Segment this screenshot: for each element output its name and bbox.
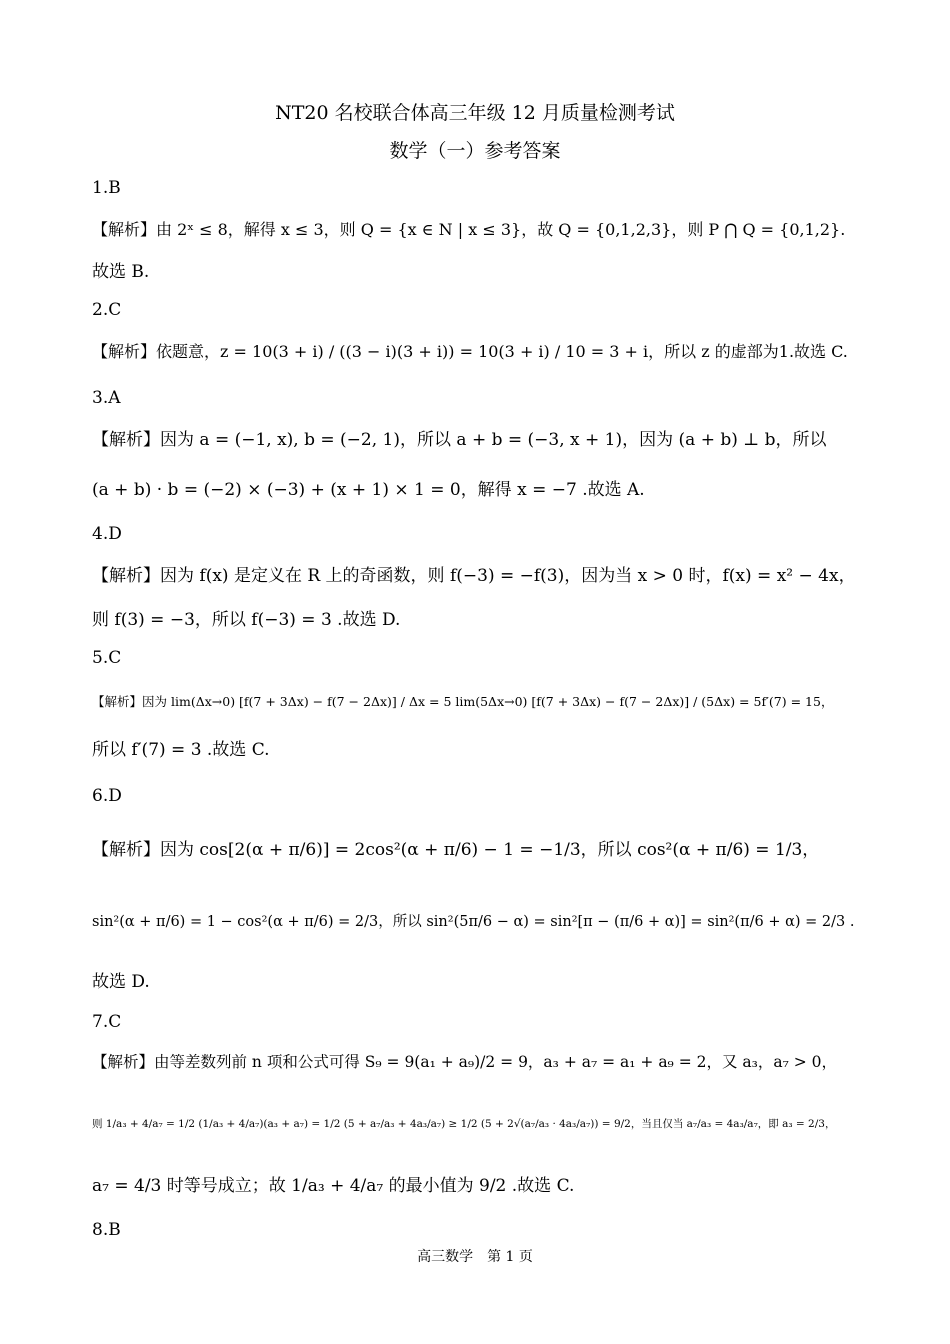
page-subtitle: 数学（一）参考答案 xyxy=(389,140,561,162)
solution-6-line-2: sin²(α + π/6) = 1 − cos²(α + π/6) = 2/3，所以 sin²(5π/6 − α) = sin²[π − (π/6 + α)] = sin²(π/6 + α) = 2/3 . xyxy=(92,914,855,930)
page-footer: 高三数学 第 1 页 xyxy=(417,1249,533,1265)
answer-2: 2.C xyxy=(92,300,122,320)
answer-3: 3.A xyxy=(92,388,121,408)
solution-7-line-2: 则 1/a₃ + 4/a₇ = 1/2 (1/a₃ + 4/a₇)(a₃ + a₇) = 1/2 (5 + a₇/a₃ + 4a₃/a₇) ≥ 1/2 (5 + 2√(a₇/a₃ · 4a₃/a₇)) = 9/2，当且仅当 a₇/a₃ = 4a₃/a₇，即 a₃ = 2/3， xyxy=(92,1118,836,1130)
page-title: NT20 名校联合体高三年级 12 月质量检测考试 xyxy=(275,102,675,124)
answer-7: 7.C xyxy=(92,1012,122,1032)
solution-5-line-1: 【解析】因为 lim(Δx→0) [f(7 + 3Δx) − f(7 − 2Δx)] / Δx = 5 lim(5Δx→0) [f(7 + 3Δx) − f(7 − 2Δx)] / (5Δx) = 5f′(7) = 15， xyxy=(92,694,834,709)
solution-2-line-1: 【解析】依题意，z = 10(3 + i) / ((3 − i)(3 + i)) = 10(3 + i) / 10 = 3 + i，所以 z 的虚部为1.故选 C. xyxy=(92,342,848,361)
answer-6: 6.D xyxy=(92,786,122,806)
answer-4: 4.D xyxy=(92,524,122,544)
solution-1-line-2: 故选 B. xyxy=(92,262,150,282)
solution-3-line-2: (a + b) · b = (−2) × (−3) + (x + 1) × 1 = 0，解得 x = −7 .故选 A. xyxy=(92,480,645,500)
solution-5-line-2: 所以 f′(7) = 3 .故选 C. xyxy=(92,740,270,760)
answer-1: 1.B xyxy=(92,178,121,198)
solution-6-line-3: 故选 D. xyxy=(92,972,150,992)
answer-5: 5.C xyxy=(92,648,122,668)
solution-7-line-1: 【解析】由等差数列前 n 项和公式可得 S₉ = 9(a₁ + a₉)/2 = 9，a₃ + a₇ = a₁ + a₉ = 2，又 a₃，a₇ > 0， xyxy=(92,1053,838,1071)
answer-8: 8.B xyxy=(92,1220,121,1240)
solution-1-line-1: 【解析】由 2ˣ ≤ 8，解得 x ≤ 3，则 Q = {x ∈ N | x ≤ 3}，故 Q = {0,1,2,3}，则 P ⋂ Q = {0,1,2}. xyxy=(92,220,846,239)
solution-4-line-1: 【解析】因为 f(x) 是定义在 R 上的奇函数，则 f(−3) = −f(3)，因为当 x > 0 时，f(x) = x² − 4x， xyxy=(92,566,856,586)
solution-6-line-1: 【解析】因为 cos[2(α + π/6)] = 2cos²(α + π/6) − 1 = −1/3，所以 cos²(α + π/6) = 1/3， xyxy=(92,840,820,860)
solution-4-line-2: 则 f(3) = −3，所以 f(−3) = 3 .故选 D. xyxy=(92,610,401,630)
solution-3-line-1: 【解析】因为 a = (−1, x), b = (−2, 1)，所以 a + b = (−3, x + 1)，因为 (a + b) ⊥ b，所以 xyxy=(92,430,827,450)
solution-7-line-3: a₇ = 4/3 时等号成立；故 1/a₃ + 4/a₇ 的最小值为 9/2 .故选 C. xyxy=(92,1176,575,1196)
